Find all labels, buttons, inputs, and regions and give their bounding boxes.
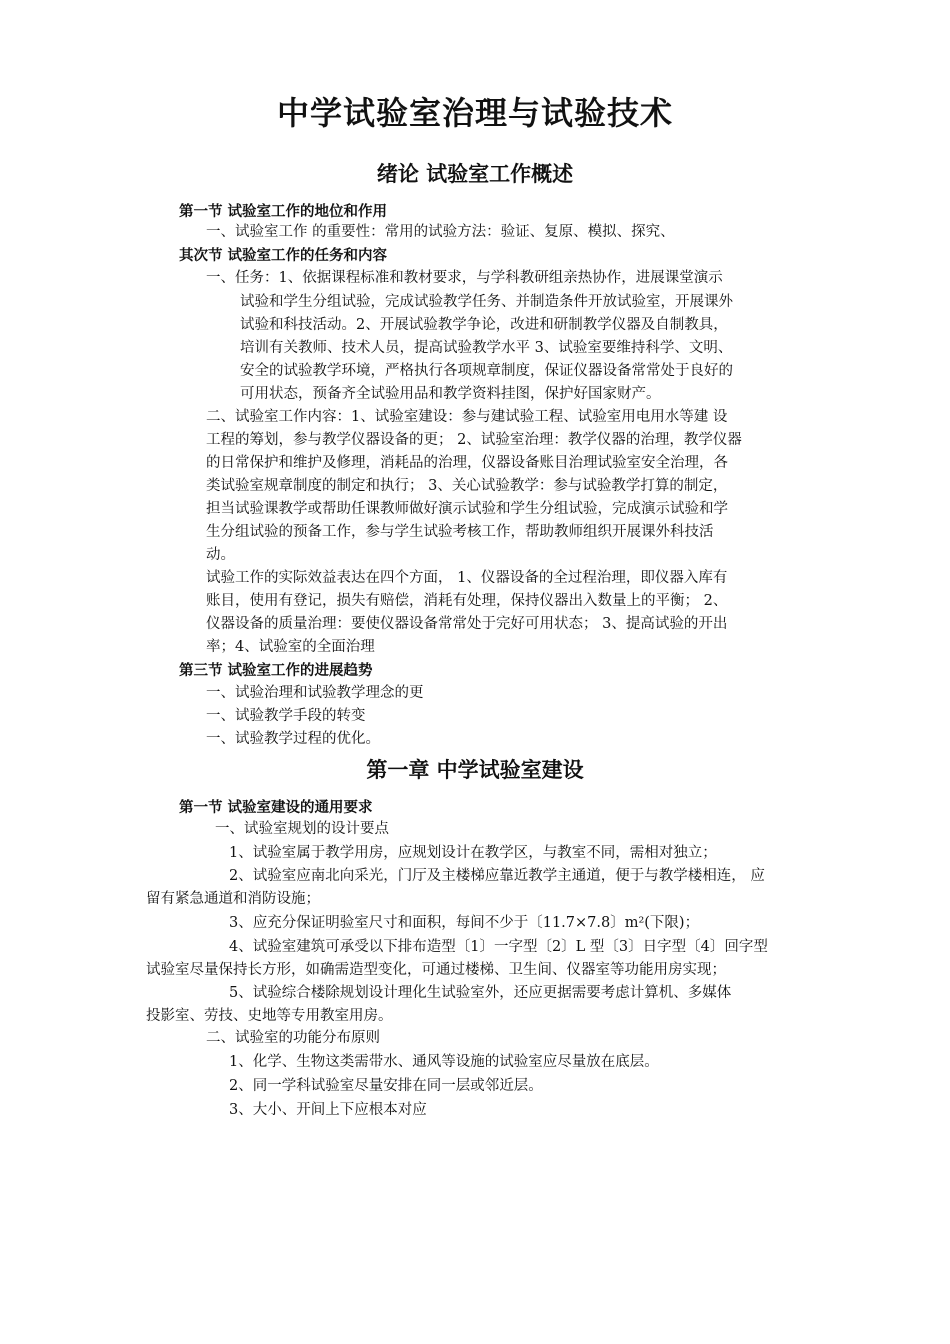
intro-s2-line: 试验和学生分组试验，完成试验教学任务、并制造条件开放试验室，开展课外	[240, 294, 733, 310]
chapter-1-subheading-2: 二、试验室的功能分布原则	[206, 1030, 380, 1046]
chapter-1-section-1-title: 第一节 试验室建设的通用要求	[179, 799, 373, 816]
chapter-1-item: 1、试验室属于教学用房，应规划设计在教学区，与教室不同，需相对独立；	[229, 845, 717, 861]
chapter-1-item: 4、试验室建筑可承受以下排布造型〔1〕一字型〔2〕L 型〔3〕日字型〔4〕回字型	[229, 939, 768, 955]
chapter-1-item: 2、试验室应南北向采光，门厅及主楼梯应靠近教学主通道，便于与教学楼相连， 应	[229, 868, 765, 884]
intro-s2-line: 一、任务：1、依据课程标准和教材要求，与学科教研组亲热协作，进展课堂演示	[206, 270, 723, 286]
chapter-1-item-2: 3、大小、开间上下应根本对应	[229, 1102, 427, 1118]
chapter-1-subheading-1: 一、试验室规划的设计要点	[215, 821, 389, 837]
chapter-1-heading: 第一章 中学试验室建设	[366, 757, 584, 782]
intro-s2-line: 试验和科技活动。2、开展试验教学争论，改进和研制教学仪器及自制教具，	[240, 317, 728, 333]
intro-s2-line: 担当试验课教学或帮助任课教师做好演示试验和学生分组试验，完成演示试验和学	[206, 501, 728, 517]
intro-s2-line: 培训有关教师、技术人员，提高试验教学水平 3、试验室要维持科学、文明、	[240, 340, 733, 356]
intro-s3-line: 一、试验教学过程的优化。	[206, 731, 380, 747]
intro-s2-line: 的日常保护和维护及修理，消耗品的治理，仪器设备账目治理试验室安全治理，各	[206, 455, 728, 471]
intro-section-2-title: 其次节 试验室工作的任务和内容	[179, 247, 388, 264]
chapter-1-item: 3、应充分保证明验室尺寸和面积，每间不少于〔11.7×7.8〕m²(下限)；	[229, 915, 700, 931]
intro-heading: 绪论 试验室工作概述	[376, 161, 574, 186]
document-title: 中学试验室治理与试验技术	[276, 94, 673, 132]
intro-section-3-title: 第三节 试验室工作的进展趋势	[179, 662, 373, 679]
chapter-1-item: 5、试验综合楼除规划设计理化生试验室外，还应更据需要考虑计算机、多媒体	[229, 985, 732, 1001]
chapter-1-item: 投影室、劳技、史地等专用教室用房。	[146, 1008, 393, 1024]
intro-s2-line: 账目，使用有登记，损失有赔偿，消耗有处理，保持仪器出入数量上的平衡； 2、	[206, 593, 728, 609]
intro-s2-line: 二、试验室工作内容：1、试验室建设：参与建试验工程、试验室用电用水等建 设	[206, 409, 728, 425]
intro-s2-line: 试验工作的实际效益表达在四个方面， 1、仪器设备的全过程治理，即仪器入库有	[206, 570, 728, 586]
intro-s2-line: 可用状态，预备齐全试验用品和教学资料挂图，保护好国家财产。	[240, 386, 661, 402]
intro-s2-line: 类试验室规章制度的制定和执行； 3、关心试验教学：参与试验教学打算的制定，	[206, 478, 728, 494]
chapter-1-item: 留有紧急通道和消防设施；	[146, 891, 320, 907]
intro-s2-line: 率；4、试验室的全面治理	[206, 639, 375, 655]
intro-s2-line: 仪器设备的质量治理：要使仪器设备常常处于完好可用状态； 3、提高试验的开出	[206, 616, 728, 632]
chapter-1-item-2: 1、化学、生物这类需带水、通风等设施的试验室应尽量放在底层。	[229, 1054, 659, 1070]
intro-s2-line: 动。	[206, 547, 235, 563]
intro-s2-line: 生分组试验的预备工作，参与学生试验考核工作，帮助教师组织开展课外科技活	[206, 524, 714, 540]
intro-s2-line: 工程的筹划，参与教学仪器设备的更； 2、试验室治理：教学仪器的治理，教学仪器	[206, 432, 742, 448]
intro-s3-line: 一、试验教学手段的转变	[206, 708, 366, 724]
intro-s2-line: 安全的试验教学环境，严格执行各项规章制度，保证仪器设备常常处于良好的	[240, 363, 733, 379]
intro-s3-line: 一、试验治理和试验教学理念的更	[206, 685, 424, 701]
chapter-1-item-2: 2、同一学科试验室尽量安排在同一层或邻近层。	[229, 1078, 543, 1094]
intro-section-1-text: 一、试验室工作 的重要性：常用的试验方法：验证、复原、模拟、探究、	[206, 224, 675, 240]
chapter-1-item: 试验室尽量保持长方形，如确需造型变化，可通过楼梯、卫生间、仪器室等功能用房实现；	[146, 962, 726, 978]
intro-section-1-title: 第一节 试验室工作的地位和作用	[179, 203, 388, 220]
